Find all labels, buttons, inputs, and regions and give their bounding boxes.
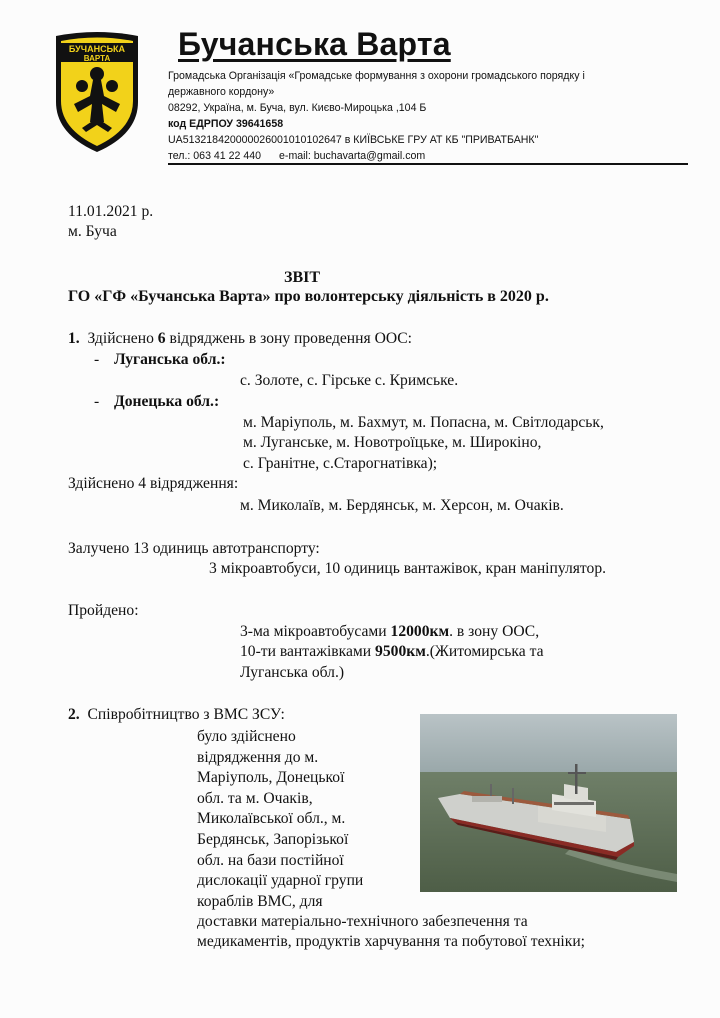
distance-1-text: 3-ма мікроавтобусами: [240, 623, 387, 640]
distance-2-value: 9500км: [375, 643, 426, 660]
section-2-line: Маріуполь, Донецької: [197, 769, 345, 787]
distance-intro: Пройдено:: [68, 602, 139, 619]
bullet-luhansk: -: [94, 351, 100, 368]
section-2-line: Бердянськ, Запорізької: [197, 831, 349, 848]
organization-bank-account: UA513218420000026001010102647 в КИЇВСЬКЕ ГРУ АТ КБ "ПРИВАТБАНК": [168, 134, 539, 146]
trip-count: 6: [157, 330, 166, 347]
letterhead-divider: [168, 163, 688, 165]
distance-1-value: 12000км: [390, 623, 450, 640]
luhansk-label: Луганська обл.:: [114, 351, 226, 368]
report-subheading: ГО «ГФ «Бучанська Варта» про волонтерську діяльність в 2020 р.: [68, 288, 549, 305]
organization-title: Бучанська Варта: [178, 26, 451, 62]
document-date: 11.01.2021 р.: [68, 203, 154, 220]
donetsk-places-1: м. Маріуполь, м. Бахмут, м. Попасна, м. Світлодарськ,: [243, 414, 604, 431]
organization-address: 08292, Україна, м. Буча, вул. Києво-Мироцька ,104 Б: [168, 102, 427, 114]
navy-ship-photo: [420, 714, 677, 892]
section-2-line: дислокації ударної групи: [197, 872, 364, 890]
section-2-line: Миколаївської обл., м.: [197, 810, 346, 828]
section-1-number: 1.: [68, 330, 80, 347]
description-line-2: державного кордону»: [168, 86, 275, 99]
trips-2-places: м. Миколаїв, м. Бердянськ, м. Херсон, м. Очаків.: [240, 497, 564, 514]
section-2-line: відрядження до м.: [197, 748, 319, 766]
distance-line-3: Луганська обл.): [240, 664, 345, 681]
logo-text-bottom: ВАРТА: [83, 54, 111, 63]
phone-number: тел.: 063 41 22 440: [168, 150, 262, 162]
organization-edrpou: код ЕДРПОУ 39641658: [168, 118, 284, 130]
luhansk-places: с. Золоте, с. Гірське с. Кримське.: [240, 372, 459, 389]
distance-line-2: [240, 642, 544, 662]
donetsk-places-3: с. Гранітне, с.Старогнатівка);: [243, 455, 438, 472]
section-2-line: було здійснено: [197, 728, 296, 745]
vehicles-detail: 3 мікроавтобуси, 10 одиниць вантажівок, кран маніпулятор.: [209, 560, 607, 577]
distance-2-text: 10-ти вантажівками: [240, 643, 372, 660]
email-address: e-mail: buchavarta@gmail.com: [279, 150, 426, 162]
section-2-line: обл. та м. Очаків,: [197, 789, 313, 807]
report-heading: ЗВІТ: [284, 269, 321, 286]
bullet-donetsk: -: [94, 393, 100, 410]
document-place: м. Буча: [68, 223, 117, 240]
intro-text: Здійснено: [87, 330, 154, 347]
section-2-title: [68, 705, 285, 725]
distance-line-1: [240, 622, 539, 642]
section-2-title-text: Співробітництво з ВМС ЗСУ:: [87, 706, 285, 723]
section-2-number: 2.: [68, 706, 80, 723]
section-1-intro: [68, 329, 412, 349]
donetsk-label: Донецька обл.:: [114, 393, 220, 410]
vehicles-intro: Залучено 13 одиниць автотранспорту:: [68, 540, 320, 557]
section-2-line: кораблів ВМС, для: [197, 892, 323, 910]
section-2-line: обл. на бази постійної: [197, 851, 344, 869]
distance-1-after: . в зону ООС,: [449, 623, 540, 640]
intro-text-cont: відряджень в зону проведення ООС:: [169, 330, 413, 347]
organization-contacts: [168, 148, 425, 164]
organization-description: [168, 68, 585, 101]
logo-text-top: БУЧАНСЬКА: [68, 44, 126, 54]
trips-2-intro: Здійснено 4 відрядження:: [68, 475, 239, 492]
organization-logo-shield: [52, 30, 142, 154]
section-2-line-wide-1: доставки матеріально-технічного забезпечення та: [197, 913, 528, 930]
description-line-1: Громадська Організація «Громадське формування з охорони громадського порядку і: [168, 70, 585, 82]
distance-2-after: .(Житомирська та: [425, 643, 544, 660]
section-2-line-wide-2: медикаментів, продуктів харчування та побутової техніки;: [197, 933, 586, 950]
donetsk-places-2: м. Луганське, м. Новотроїцьке, м. Широкіно,: [243, 434, 542, 451]
